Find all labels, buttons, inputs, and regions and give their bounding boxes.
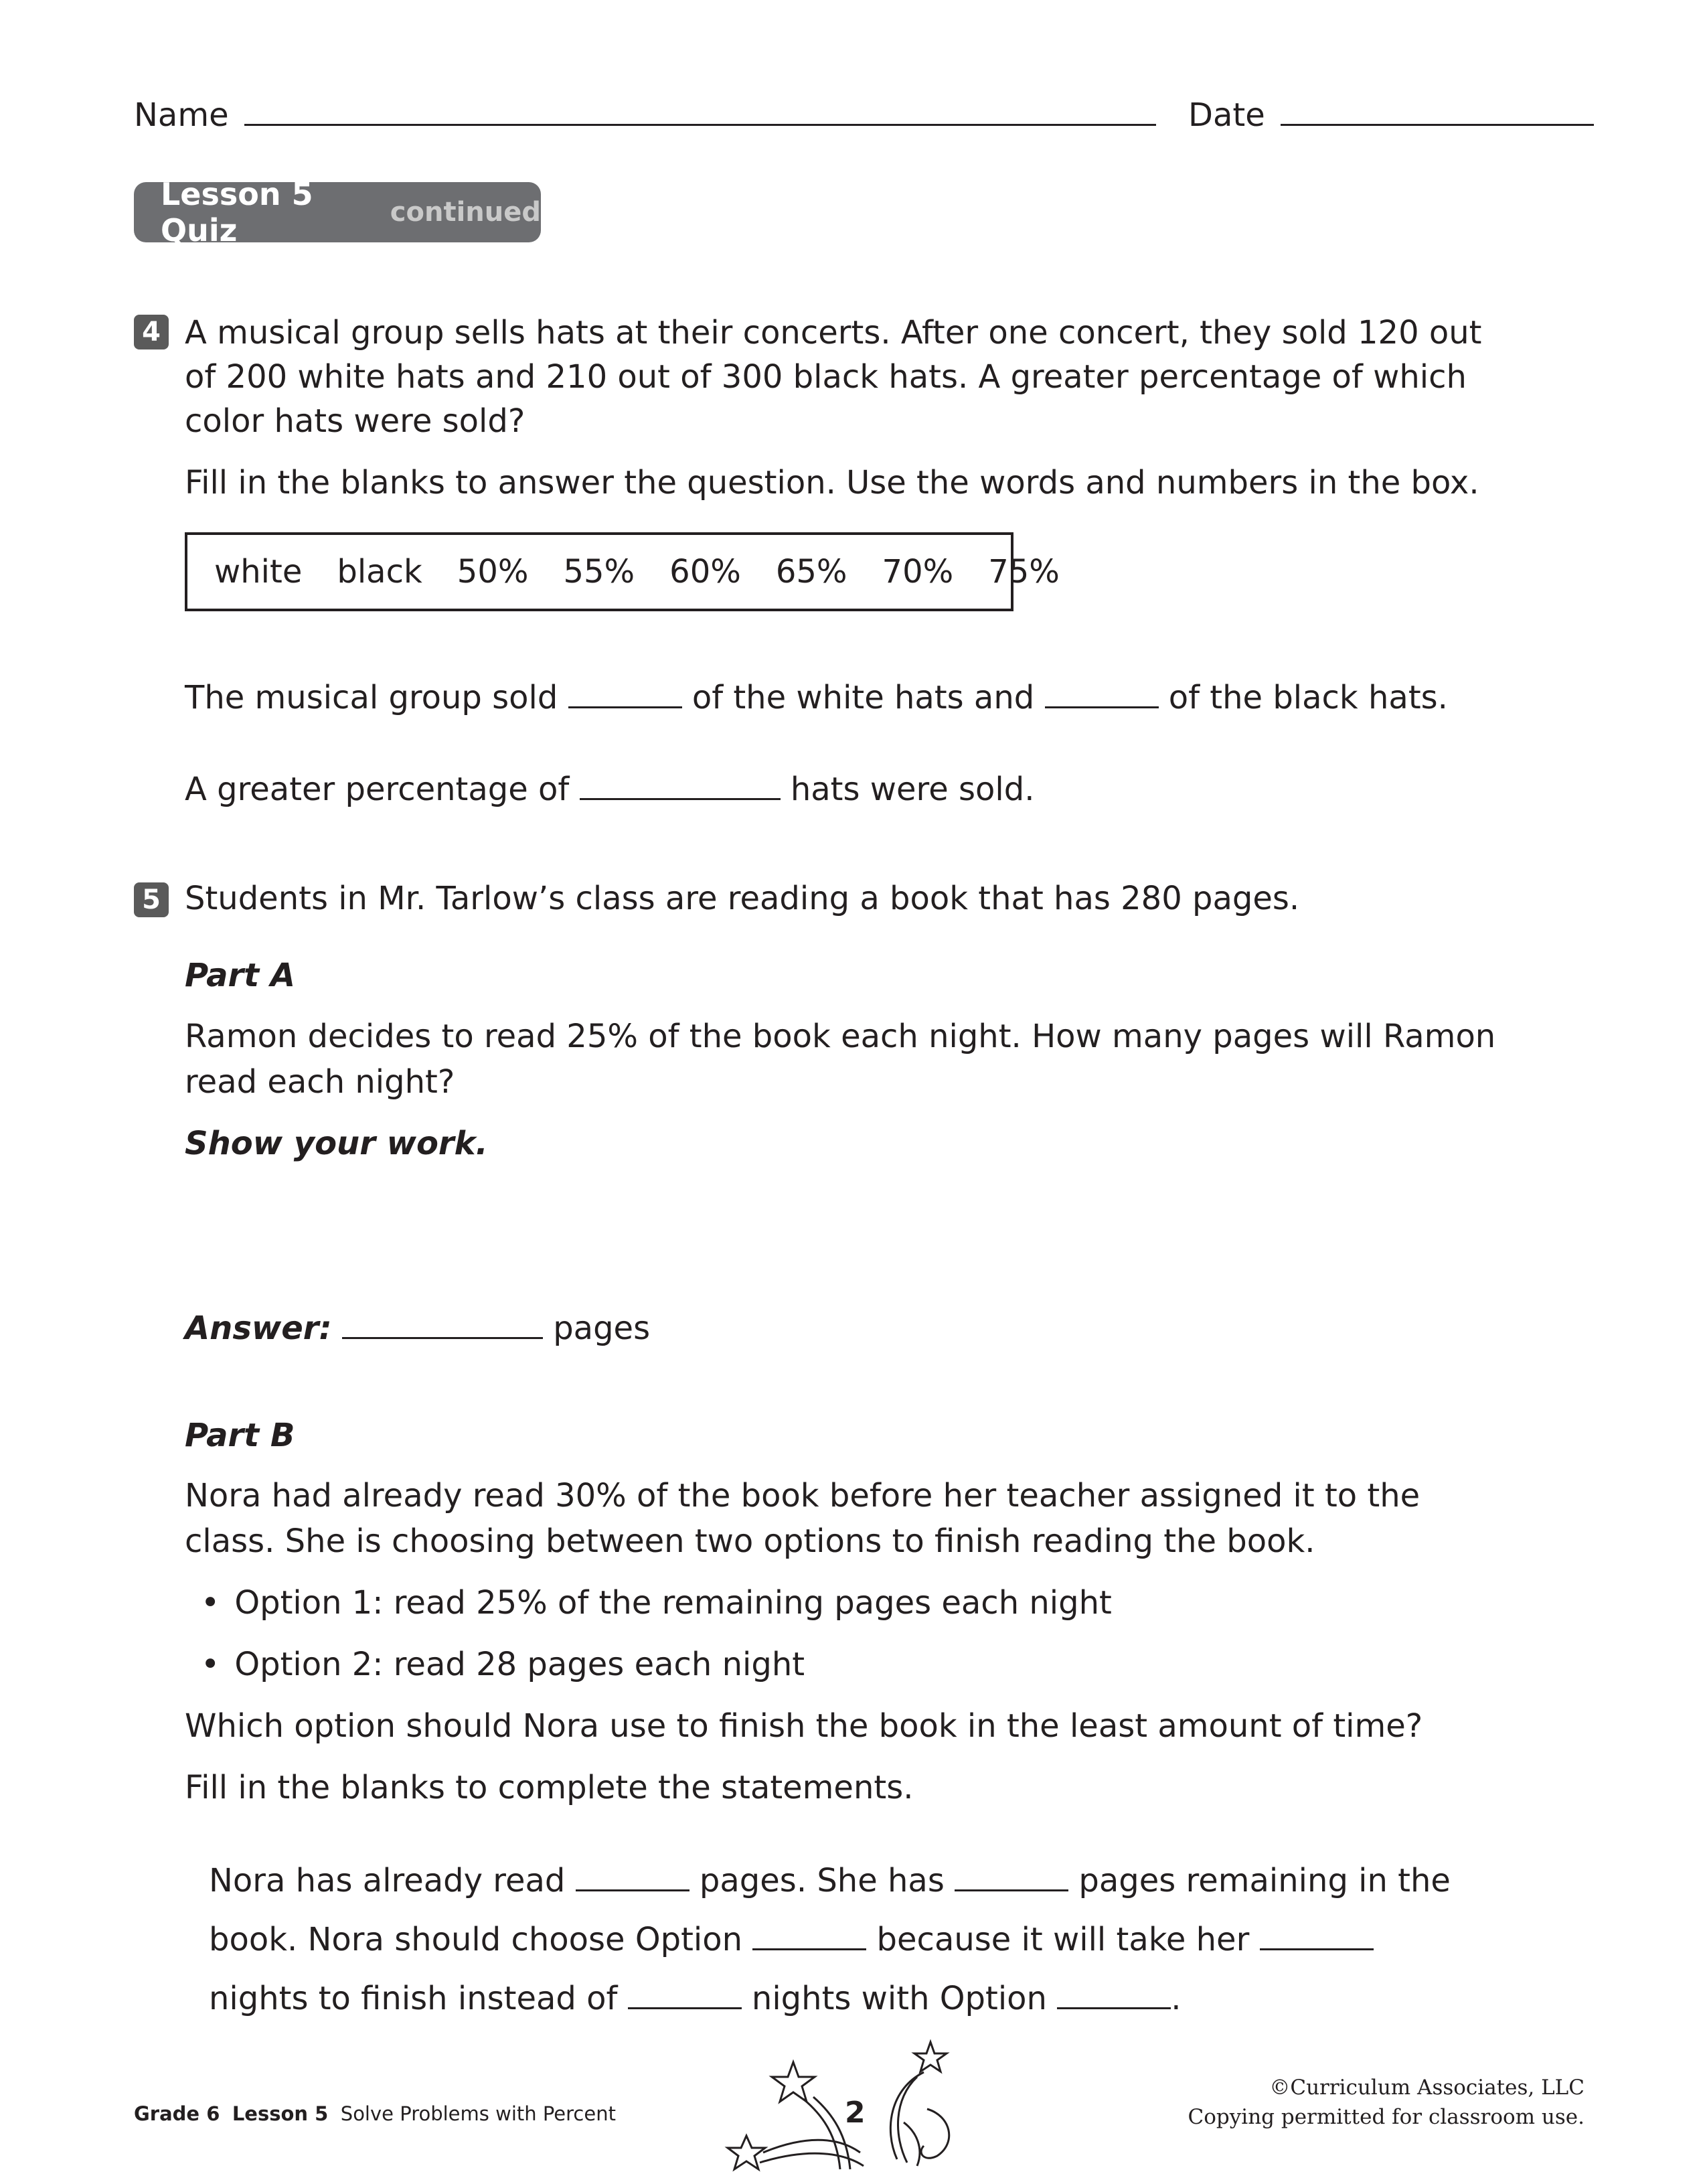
q4-stem-line-1: A musical group sells hats at their concerts. After one concert, they sold 120 out [185,314,1482,352]
bullet-icon: • [201,1646,220,1683]
question-5-badge: 5 [134,882,169,917]
copyright-notice: ©Curriculum Associates, LLC [1269,2076,1584,2100]
fill-line-3: nights to finish instead of nights with Option . [209,1980,1182,2017]
blank-pages-read[interactable] [576,1889,689,1891]
bullet-item-1: • Option 1: read 25% of the remaining pages each night [201,1584,1112,1622]
part-b-text-line-2: class. She is choosing between two options to finish reading the book. [185,1523,1315,1560]
answer-pages-field[interactable] [342,1337,543,1339]
blank-nights-chosen[interactable] [1260,1948,1374,1950]
q4-sentence-2: A greater percentage of hats were sold. [185,771,1035,808]
q4-stem-line-3: color hats were sold? [185,402,525,440]
q4-instruction: Fill in the blanks to answer the question. Use the words and numbers in the box. [185,464,1479,501]
name-row [134,96,1156,134]
blank-nights-other[interactable] [628,2007,742,2009]
bullet-icon: • [201,1584,220,1622]
date-label: Date [1188,96,1265,134]
part-b-question: Which option should Nora use to finish the book in the least amount of time? [185,1707,1423,1745]
q4-stem-line-2: of 200 white hats and 210 out of 300 black hats. A greater percentage of which [185,358,1467,396]
show-work-label: Show your work. [185,1125,488,1162]
word-bank-item: 60% [669,553,741,591]
blank-chosen-option[interactable] [752,1948,866,1950]
name-label: Name [134,96,229,134]
part-b-text-line-1: Nora had already read 30% of the book before her teacher assigned it to the [185,1477,1420,1514]
footer-lesson-info: Grade 6 Lesson 5 Solve Problems with Percent [134,2102,616,2125]
word-bank-item: 65% [775,553,847,591]
q5-stem: Students in Mr. Tarlow’s class are reading a book that has 280 pages. [185,880,1300,917]
word-bank-item: black [337,553,422,591]
part-a-text-line-2: read each night? [185,1063,455,1101]
blank-hat-color[interactable] [580,798,781,800]
date-row [1188,96,1594,134]
part-b-label: Part B [185,1417,295,1454]
name-field[interactable] [244,124,1156,126]
answer-row [185,1310,651,1347]
fill-line-2: book. Nora should choose Option because it will take her [209,1924,1374,1956]
copy-permission: Copying permitted for classroom use. [1188,2105,1584,2129]
word-bank-item: white [214,553,303,591]
word-bank-box [185,532,1060,611]
q4-sentence-1: The musical group sold of the white hats and of the black hats. [185,679,1448,716]
word-bank-item: 75% [988,553,1060,591]
part-a-label: Part A [185,957,295,994]
bullet-item-2: • Option 2: read 28 pages each night [201,1646,805,1683]
date-field[interactable] [1281,124,1594,126]
fill-line-1: Nora has already read pages. She has pages remaining in the [209,1862,1451,1899]
word-bank-item: 50% [457,553,529,591]
answer-unit: pages [553,1310,651,1347]
blank-white-percent[interactable] [568,706,682,708]
word-bank-item: 55% [563,553,635,591]
part-b-instruction: Fill in the blanks to complete the statements. [185,1769,914,1806]
lesson-tab-continued: continued [390,197,541,228]
word-bank-item: 70% [882,553,954,591]
blank-pages-remaining[interactable] [955,1889,1068,1891]
lesson-tab [134,176,541,248]
work-area[interactable] [185,1178,1323,1299]
part-a-text-line-1: Ramon decides to read 25% of the book each night. How many pages will Ramon [185,1018,1496,1055]
answer-label: Answer: [185,1310,332,1347]
page-number: 2 [845,2096,866,2130]
lesson-tab-title: Lesson 5 Quiz [161,176,313,248]
question-4-badge: 4 [134,315,169,349]
blank-black-percent[interactable] [1045,706,1159,708]
blank-other-option[interactable] [1057,2007,1171,2009]
